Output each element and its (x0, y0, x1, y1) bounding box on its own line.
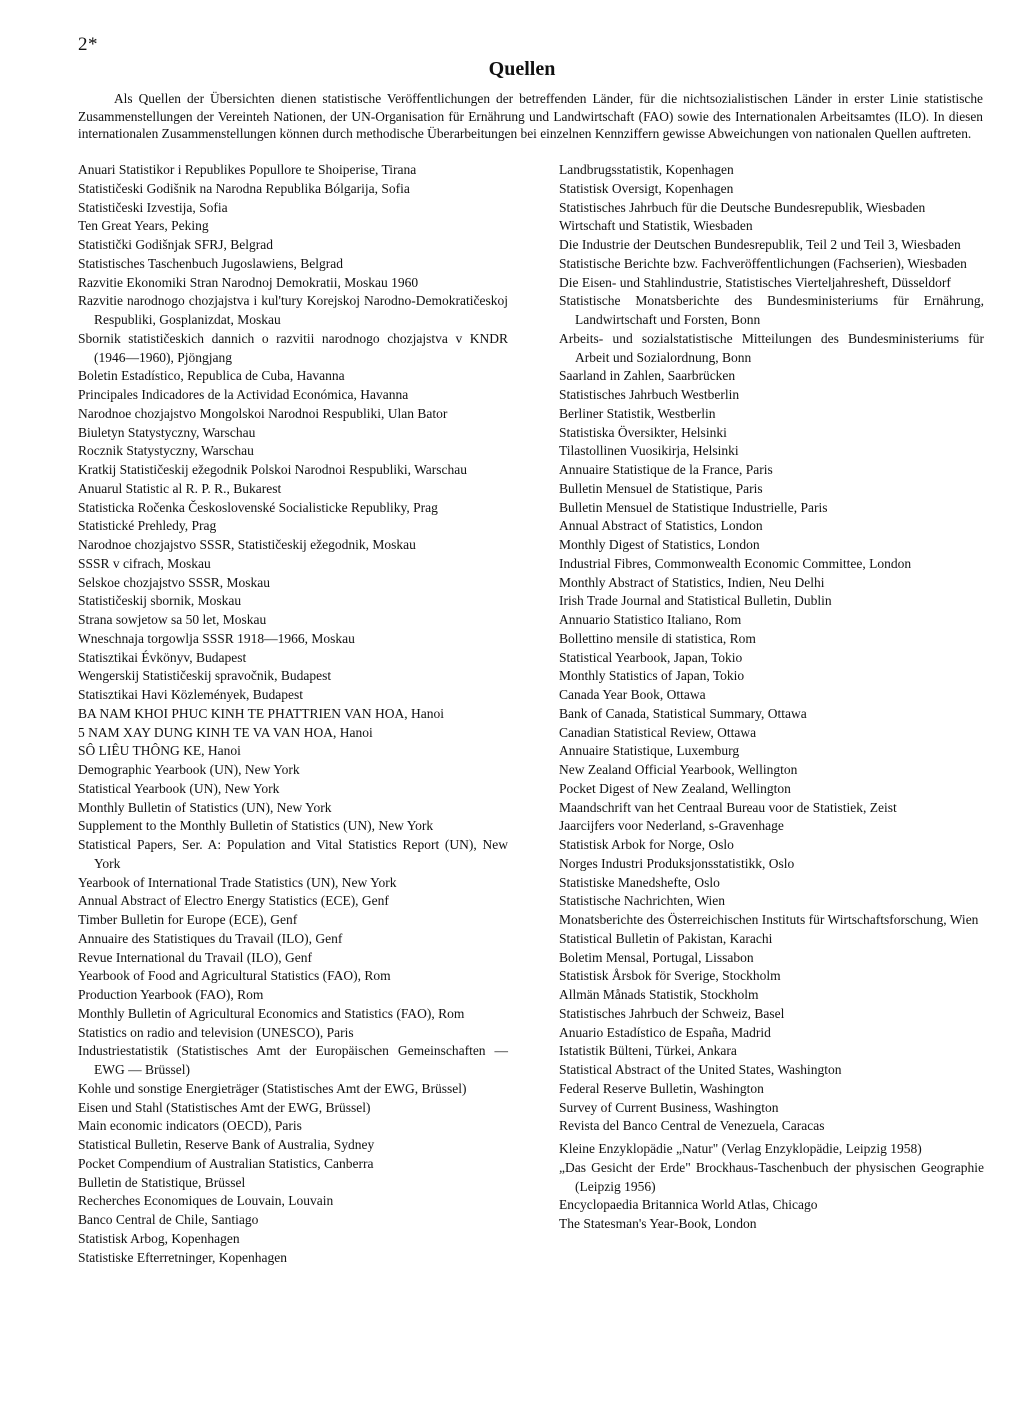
source-entry: Wneschnaja torgowlja SSSR 1918—1966, Moskau (78, 630, 355, 646)
source-entry: Statistisk Arbog, Kopenhagen (78, 1230, 240, 1246)
source-entry: Bulletin de Statistique, Brüssel (78, 1174, 246, 1190)
source-entry: Monatsberichte des Österreichischen Instituts für Wirtschaftsforschung, Wien (559, 912, 979, 927)
source-entry: Statistical Bulletin, Reserve Bank of Australia, Sydney (78, 1137, 375, 1152)
source-entry: Yearbook of Food and Agricultural Statistics (FAO), Rom (78, 968, 391, 984)
source-entry: Statistisk Oversigt, Kopenhagen (559, 180, 734, 196)
source-entry: Annuario Statistico Italiano, Rom (559, 612, 742, 627)
source-entry: Statistical Bulletin of Pakistan, Karachi (559, 930, 773, 946)
source-entry: Statistické Prehledy, Prag (78, 518, 217, 534)
source-entry: Bollettino mensile di statistica, Rom (559, 630, 756, 646)
source-entry: Statistisches Jahrbuch Westberlin (559, 387, 740, 402)
source-entry: Statistisk Arbok for Norge, Oslo (559, 837, 734, 852)
source-entry: Production Yearbook (FAO), Rom (78, 987, 264, 1002)
source-entry: Selskoe chozjajstvo SSSR, Moskau (78, 574, 271, 590)
source-entry: Razvitie Ekonomiki Stran Narodnoj Demokratii, Moskau 1960 (78, 274, 419, 290)
source-entry: Statistiske Efterretninger, Kopenhagen (78, 1249, 288, 1265)
source-entry: Anuario Estadístico de España, Madrid (559, 1024, 771, 1040)
source-entry: Wirtschaft und Statistik, Wiesbaden (559, 218, 753, 234)
source-entry: Statistical Papers, Ser. A: Population and Vital Statistics Report (UN), New York (78, 837, 508, 871)
source-entry: Die Industrie der Deutschen Bundesrepublik, Teil 2 und Teil 3, Wiesbaden (559, 237, 961, 252)
intro-paragraph: Als Quellen der Übersichten dienen statistische Veröffentlichungen der betreffenden Länder, für die nichtsozialistischen Länder in erster Linie statistische Zusammenstellungen der Vereinteh Nationen, der UN-Organisation für Ernährung und Landwirtschaft (FAO) sowie des Internationalen Arbeitsamtes (ILO). In diesen internationalen Zusammenstellungen können durch methodische Überarbeitungen bei einzelnen Kennziffern gewisse Abweichungen von nationalen Quellen auftreten. (78, 91, 983, 142)
source-entry: Tilastollinen Vuosikirja, Helsinki (559, 443, 739, 459)
source-entry: Annual Abstract of Electro Energy Statistics (ECE), Genf (78, 893, 389, 909)
source-entry: Recherches Economiques de Louvain, Louvain (78, 1193, 334, 1209)
source-entry: Sbornik statističeskich dannich o razvitii narodnogo chozjajstva v KNDR (1946—1960), Pjöngjang (78, 330, 508, 365)
sources-list-right (559, 161, 984, 1234)
source-entry: Industrial Fibres, Commonwealth Economic Committee, London (559, 555, 912, 571)
source-entry: Monthly Statistics of Japan, Tokio (559, 668, 745, 684)
source-entry: Kleine Enzyklopädie „Natur" (Verlag Enzyklopädie, Leipzig 1958) (559, 1141, 922, 1156)
source-entry: Supplement to the Monthly Bulletin of Statistics (UN), New York (78, 818, 434, 834)
source-entry: Wengerskij Statističeskij spravočnik, Budapest (78, 668, 332, 684)
source-entry: SÔ LIÊU THÔNG KE, Hanoi (78, 743, 241, 759)
source-entry: Landbrugsstatistik, Kopenhagen (559, 162, 734, 177)
source-entry: Norges Industri Produksjonsstatistikk, Oslo (559, 855, 795, 871)
source-entry: Banco Central de Chile, Santiago (78, 1212, 259, 1227)
source-entry: Maandschrift van het Centraal Bureau voor de Statistiek, Zeist (559, 799, 897, 815)
source-entry: Pocket Compendium of Australian Statistics, Canberra (78, 1155, 374, 1171)
source-entry: Monthly Bulletin of Statistics (UN), New York (78, 799, 332, 815)
source-entry: Anuari Statistikor i Republikes Popullore te Shoiperise, Tirana (78, 162, 417, 177)
source-entry: „Das Gesicht der Erde" Brockhaus-Taschenbuch der physischen Geographie (Leipzig 1956) (559, 1159, 984, 1194)
source-entry: Statistisches Jahrbuch für die Deutsche Bundesrepublik, Wiesbaden (559, 199, 926, 215)
source-entry: Statistiska Översikter, Helsinki (559, 424, 727, 440)
source-entry: Statistical Yearbook (UN), New York (78, 780, 280, 796)
source-entry: Annuaire Statistique, Luxemburg (559, 743, 740, 759)
source-entry: Monthly Bulletin of Agricultural Economics and Statistics (FAO), Rom (78, 1005, 465, 1021)
source-entry: Statisztikai Évkönyv, Budapest (78, 649, 247, 665)
source-entry: New Zealand Official Yearbook, Wellington (559, 762, 798, 777)
source-entry: Statističeskij sbornik, Moskau (78, 593, 242, 609)
source-entry: Statisztikai Havi Közlemények, Budapest (78, 687, 303, 702)
sources-list-left (78, 161, 508, 1267)
source-entry: Annuaire des Statistiques du Travail (ILO), Genf (78, 930, 343, 946)
source-entry: Yearbook of International Trade Statistics (UN), New York (78, 874, 397, 890)
source-entry: Industriestatistik (Statistisches Amt der Europäischen Gemeinschaften — EWG — Brüssel) (78, 1043, 508, 1077)
source-entry: Statistics on radio and television (UNESCO), Paris (78, 1024, 354, 1040)
source-entry: Kohle und sonstige Energieträger (Statistisches Amt der EWG, Brüssel) (78, 1080, 467, 1096)
source-entry: Boletin Estadístico, Republica de Cuba, Havanna (78, 368, 345, 384)
source-entry: Statisticka Ročenka Československé Socialisticke Republiky, Prag (78, 499, 438, 515)
source-entry: Demographic Yearbook (UN), New York (78, 762, 300, 777)
source-entry: Statistical Yearbook, Japan, Tokio (559, 649, 743, 665)
source-entry: Arbeits- und sozialstatistische Mitteilungen des Bundesministeriums für Arbeit und Sozialordnung, Bonn (559, 330, 984, 365)
source-entry: Statistički Godišnjak SFRJ, Belgrad (78, 237, 274, 252)
source-entry: Federal Reserve Bulletin, Washington (559, 1080, 764, 1096)
source-entry: Ten Great Years, Peking (78, 218, 209, 234)
source-entry: Boletim Mensal, Portugal, Lissabon (559, 949, 754, 965)
source-entry: Revista del Banco Central de Venezuela, Caracas (559, 1118, 825, 1134)
source-entry: Monthly Abstract of Statistics, Indien, Neu Delhi (559, 574, 825, 590)
source-entry: Principales Indicadores de la Actividad Económica, Havanna (78, 387, 409, 402)
source-entry: Statističeski Izvestija, Sofia (78, 199, 228, 215)
source-entry: Statistisk Årsbok för Sverige, Stockholm (559, 968, 781, 984)
source-entry: Revue International du Travail (ILO), Genf (78, 949, 312, 965)
source-entry: Jaarcijfers voor Nederland, s-Gravenhage (559, 818, 784, 834)
source-entry: Biuletyn Statystyczny, Warschau (78, 424, 256, 440)
source-entry: 5 NAM XAY DUNG KINH TE VA VAN HOA, Hanoi (78, 724, 373, 740)
source-entry: Survey of Current Business, Washington (559, 1099, 779, 1115)
source-entry: Canadian Statistical Review, Ottawa (559, 724, 757, 740)
source-entry: Statistische Berichte bzw. Fachveröffentlichungen (Fachserien), Wiesbaden (559, 255, 967, 271)
source-entry: Saarland in Zahlen, Saarbrücken (559, 368, 736, 384)
source-entry: Annual Abstract of Statistics, London (559, 518, 763, 534)
source-entry: Strana sowjetow sa 50 let, Moskau (78, 612, 267, 627)
source-entry: Monthly Digest of Statistics, London (559, 537, 760, 552)
source-entry: Main economic indicators (OECD), Paris (78, 1118, 302, 1134)
source-entry: Encyclopaedia Britannica World Atlas, Chicago (559, 1197, 818, 1213)
source-entry: SSSR v cifrach, Moskau (78, 555, 211, 571)
source-entry: Istatistik Bülteni, Türkei, Ankara (559, 1043, 737, 1059)
source-entry: The Statesman's Year-Book, London (559, 1216, 757, 1231)
source-entry: Pocket Digest of New Zealand, Wellington (559, 780, 791, 796)
source-entry: Statističeski Godišnik na Narodna Republika Bólgarija, Sofia (78, 180, 410, 196)
page-title: Quellen (488, 58, 556, 80)
source-entry: Anuarul Statistic al R. P. R., Bukarest (78, 480, 282, 496)
source-entry: Kratkij Statističeskij ežegodnik Polskoi Narodnoi Respubliki, Warschau (78, 462, 467, 477)
source-entry: Narodnoe chozjajstvo SSSR, Statističeskij ežegodnik, Moskau (78, 537, 416, 552)
source-entry: Statistisches Taschenbuch Jugoslawiens, Belgrad (78, 255, 344, 271)
source-entry: Die Eisen- und Stahlindustrie, Statistisches Vierteljahresheft, Düsseldorf (559, 274, 951, 290)
source-entry: Razvitie narodnogo chozjajstva i kul'tury Korejskoj Narodno-Demokratičeskoj Respubliki, Gosplanizdat, Moskau (78, 293, 508, 327)
source-entry: Statistische Nachrichten, Wien (559, 893, 726, 909)
source-entry: Timber Bulletin for Europe (ECE), Genf (78, 912, 298, 927)
source-entry: Annuaire Statistique de la France, Paris (559, 462, 773, 477)
source-entry: Rocznik Statystyczny, Warschau (78, 443, 254, 459)
source-entry: Statistical Abstract of the United States, Washington (559, 1062, 842, 1077)
source-entry: Eisen und Stahl (Statistisches Amt der EWG, Brüssel) (78, 1099, 371, 1115)
page-signature-mark: 2* (78, 34, 98, 55)
source-entry: Irish Trade Journal and Statistical Bulletin, Dublin (559, 593, 832, 609)
source-entry: Bank of Canada, Statistical Summary, Ottawa (559, 705, 807, 721)
source-entry: Canada Year Book, Ottawa (559, 687, 706, 702)
source-entry: Statistische Monatsberichte des Bundesministeriums für Ernährung, Landwirtschaft und Forsten, Bonn (559, 293, 984, 327)
source-entry: Statistisches Jahrbuch der Schweiz, Basel (559, 1005, 785, 1021)
source-entry: Bulletin Mensuel de Statistique, Paris (559, 480, 763, 496)
source-entry: BA NAM KHOI PHUC KINH TE PHATTRIEN VAN HOA, Hanoi (78, 705, 445, 721)
source-entry: Statistiske Manedshefte, Oslo (559, 874, 720, 890)
source-entry: Allmän Månads Statistik, Stockholm (559, 987, 759, 1002)
source-entry: Bulletin Mensuel de Statistique Industrielle, Paris (559, 499, 828, 515)
source-entry: Narodnoe chozjajstvo Mongolskoi Narodnoi Respubliki, Ulan Bator (78, 405, 448, 421)
source-entry: Berliner Statistik, Westberlin (559, 405, 716, 421)
